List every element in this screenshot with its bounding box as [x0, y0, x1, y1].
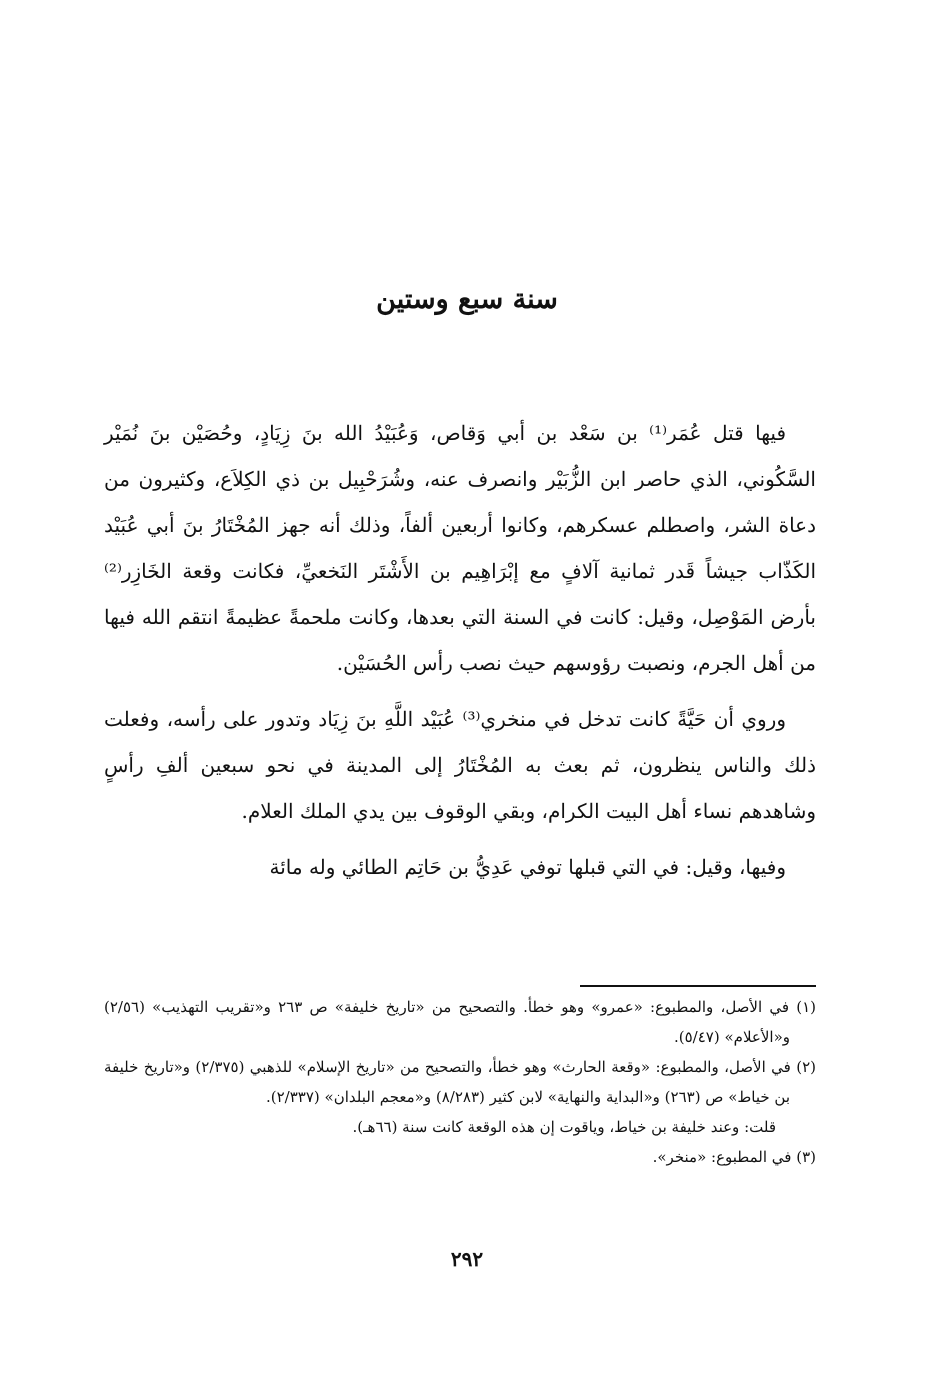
footnote-2: (٢) في الأصل، والمطبوع: «وقعة الحارث» وهو خطأ، والتصحيح من «تاريخ الإسلام» للذهبي (٢/٣٧٥) و«تاريخ خليفة بن خياط» ص (٢٦٣) و«البداية والنهاية» لابن كثير (٨/٢٨٣) و«معجم البلدان» (٢/٣٣٧). — [104, 1058, 816, 1106]
footnote-separator — [580, 985, 816, 987]
main-text — [104, 410, 816, 890]
footnote-1: (١) في الأصل، والمطبوع: «عمرو» وهو خطأ. والتصحيح من «تاريخ خليفة» ص ٢٦٣ و«تقريب التهذيب» (٢/٥٦) و«الأعلام» (٥/٤٧). — [104, 998, 817, 1046]
footnote-2-note: قلت: وعند خليفة بن خياط، وياقوت إن هذه الوقعة كانت سنة (٦٦هـ). — [352, 1118, 776, 1136]
page-heading: سنة سبع وستين — [376, 284, 558, 315]
paragraph-1: فيها قتل عُمَر⁽¹⁾ بن سَعْد بن أبي وَقاص، وَعُبَيْدُ الله بنَ زِيَادٍ، وحُصَيْن بنَ نُمَيْر السَّكُوني، الذي حاصر ابن الزُّبَيْر وانصرف عنه، وشُرَحْبِيل بن ذي الكِلاَع، وكثيرون من دعاة الشر، واصطلم عسكرهم، وكانوا أربعين ألفاً، وذلك أنه جهز المُخْتَارُ بنَ أبي عُبَيْد الكَذّاب جيشاً قَدر ثمانية آلافٍ مع إبْرَاهِيم بن الأَشْتَر النَخعيِّ، فكانت وقعة الخَازِر⁽²⁾ بأرض المَوْصِل، وقيل: كانت في السنة التي بعدها، وكانت ملحمةً عظيمةً انتقم الله فيها من أهل الجرم، ونصبت رؤوسهم حيث نصب رأس الحُسَيْن. — [104, 421, 816, 675]
footnote-3: (٣) في المطبوع: «منخر». — [652, 1148, 816, 1166]
footnotes — [104, 992, 816, 1172]
paragraph-2: وروي أن حَيَّةً كانت تدخل في منخري⁽³⁾ عُبَيْد اللَّهِ بنَ زِيَاد وتدور على رأسه، وفعلت ذلك والناس ينظرون، ثم بعث به المُخْتَارُ إلى المدينة في نحو سبعين ألفِ رأسٍ وشاهدهم نساء أهل البيت الكرام، وبقي الوقوف بين يدي الملك العلام. — [104, 707, 816, 823]
paragraph-3: وفيها، وقيل: في التي قبلها توفي عَدِيُّ بن حَاتِم الطائي وله مائة — [269, 855, 786, 879]
page-number: ٢٩٢ — [450, 1247, 484, 1271]
